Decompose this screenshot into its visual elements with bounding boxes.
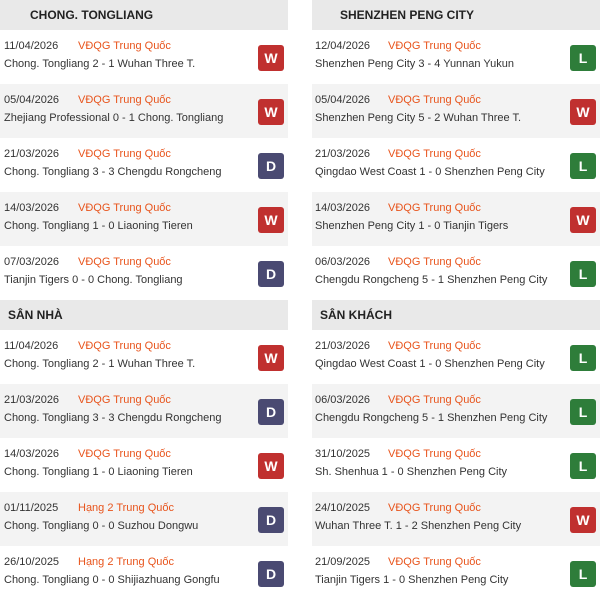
away-team-column [312,0,600,595]
away-venue-list [312,330,600,595]
result-badge: D [258,261,284,287]
league-link[interactable]: VĐQG Trung Quốc [78,148,171,160]
result-badge: L [570,261,596,287]
league-link[interactable]: VĐQG Trung Quốc [388,94,481,106]
match-score: Sh. Shenhua 1 - 0 Shenzhen Peng City [315,466,508,478]
match-date: 14/03/2026 [4,202,60,214]
match-date: 21/09/2025 [315,556,371,568]
match-score: Chong. Tongliang 1 - 0 Liaoning Tieren [4,220,193,232]
match-score: Chong. Tongliang 3 - 3 Chengdu Rongcheng [4,412,222,424]
match-date: 26/10/2025 [4,556,60,568]
match-date: 07/03/2026 [4,256,60,268]
home-recent-list [0,30,288,300]
result-badge: D [258,507,284,533]
home-team-header: CHONG. TONGLIANG [0,0,288,30]
match-date: 12/04/2026 [315,40,371,52]
result-badge: W [258,45,284,71]
home-venue-list [0,330,288,595]
result-badge: W [570,507,596,533]
match-row[interactable] [312,246,600,300]
match-row[interactable] [312,384,600,438]
league-link[interactable]: VĐQG Trung Quốc [78,448,171,460]
match-date: 21/03/2026 [315,148,371,160]
league-link[interactable]: VĐQG Trung Quốc [388,394,481,406]
match-date: 05/04/2026 [4,94,60,106]
away-venue-header: SÂN KHÁCH [312,300,600,330]
match-row[interactable] [0,30,288,84]
match-row[interactable] [0,330,288,384]
match-score: Chengdu Rongcheng 5 - 1 Shenzhen Peng City [315,274,548,286]
result-badge: D [258,399,284,425]
match-row[interactable] [312,492,600,546]
league-link[interactable]: VĐQG Trung Quốc [78,40,171,52]
match-date: 24/10/2025 [315,502,371,514]
match-row[interactable] [0,192,288,246]
result-badge: L [570,45,596,71]
away-team-header: SHENZHEN PENG CITY [312,0,600,30]
match-score: Chong. Tongliang 0 - 0 Suzhou Dongwu [4,520,199,532]
match-date: 11/04/2026 [4,40,59,52]
match-row[interactable] [0,438,288,492]
match-score: Qingdao West Coast 1 - 0 Shenzhen Peng City [315,166,545,178]
match-score: Tianjin Tigers 0 - 0 Chong. Tongliang [4,274,183,286]
match-score: Chong. Tongliang 3 - 3 Chengdu Rongcheng [4,166,222,178]
match-row[interactable] [0,84,288,138]
league-link[interactable]: VĐQG Trung Quốc [78,340,171,352]
result-badge: W [570,99,596,125]
league-link[interactable]: VĐQG Trung Quốc [388,448,481,460]
match-row[interactable] [312,30,600,84]
home-team-column [0,0,288,595]
league-link[interactable]: VĐQG Trung Quốc [388,502,481,514]
result-badge: W [258,99,284,125]
away-recent-list [312,30,600,300]
league-link[interactable]: VĐQG Trung Quốc [78,256,171,268]
match-score: Chengdu Rongcheng 5 - 1 Shenzhen Peng City [315,412,548,424]
result-badge: L [570,399,596,425]
match-score: Chong. Tongliang 0 - 0 Shijiazhuang Gongfu [4,574,220,586]
match-row[interactable] [312,192,600,246]
match-score: Shenzhen Peng City 5 - 2 Wuhan Three T. [315,112,522,124]
match-score: Tianjin Tigers 1 - 0 Shenzhen Peng City [315,574,509,586]
match-score: Chong. Tongliang 2 - 1 Wuhan Three T. [4,58,196,70]
match-date: 31/10/2025 [315,448,371,460]
result-badge: L [570,561,596,587]
match-date: 01/11/2025 [4,502,59,514]
match-date: 21/03/2026 [315,340,371,352]
match-date: 21/03/2026 [4,148,60,160]
result-badge: L [570,345,596,371]
league-link[interactable]: VĐQG Trung Quốc [388,40,481,52]
match-date: 14/03/2026 [315,202,371,214]
result-badge: W [570,207,596,233]
match-score: Qingdao West Coast 1 - 0 Shenzhen Peng City [315,358,545,370]
match-row[interactable] [312,84,600,138]
match-score: Chong. Tongliang 1 - 0 Liaoning Tieren [4,466,193,478]
match-row[interactable] [0,138,288,192]
home-venue-header: SÂN NHÀ [0,300,288,330]
match-row[interactable] [0,246,288,300]
league-link[interactable]: VĐQG Trung Quốc [388,202,481,214]
match-date: 14/03/2026 [4,448,60,460]
match-row[interactable] [312,330,600,384]
league-link[interactable]: VĐQG Trung Quốc [388,556,481,568]
league-link[interactable]: VĐQG Trung Quốc [388,340,481,352]
result-badge: L [570,153,596,179]
match-date: 06/03/2026 [315,394,371,406]
match-date: 06/03/2026 [315,256,371,268]
match-row[interactable] [0,384,288,438]
match-score: Wuhan Three T. 1 - 2 Shenzhen Peng City [315,520,522,532]
match-score: Zhejiang Professional 0 - 1 Chong. Tongliang [4,112,224,124]
league-link[interactable]: VĐQG Trung Quốc [78,202,171,214]
league-link[interactable]: Hạng 2 Trung Quốc [78,502,175,514]
match-score: Chong. Tongliang 2 - 1 Wuhan Three T. [4,358,196,370]
match-date: 11/04/2026 [4,340,59,352]
match-date: 21/03/2026 [4,394,60,406]
league-link[interactable]: VĐQG Trung Quốc [388,148,481,160]
match-date: 05/04/2026 [315,94,371,106]
result-badge: D [258,561,284,587]
match-row[interactable] [312,138,600,192]
result-badge: L [570,453,596,479]
league-link[interactable]: Hạng 2 Trung Quốc [78,556,175,568]
match-row[interactable] [312,546,600,595]
match-row[interactable] [0,546,288,595]
result-badge: W [258,207,284,233]
result-badge: W [258,345,284,371]
result-badge: D [258,153,284,179]
match-row[interactable] [312,438,600,492]
result-badge: W [258,453,284,479]
match-row[interactable] [0,492,288,546]
match-score: Shenzhen Peng City 3 - 4 Yunnan Yukun [315,58,514,70]
league-link[interactable]: VĐQG Trung Quốc [78,394,171,406]
league-link[interactable]: VĐQG Trung Quốc [78,94,171,106]
league-link[interactable]: VĐQG Trung Quốc [388,256,481,268]
match-score: Shenzhen Peng City 1 - 0 Tianjin Tigers [315,220,509,232]
